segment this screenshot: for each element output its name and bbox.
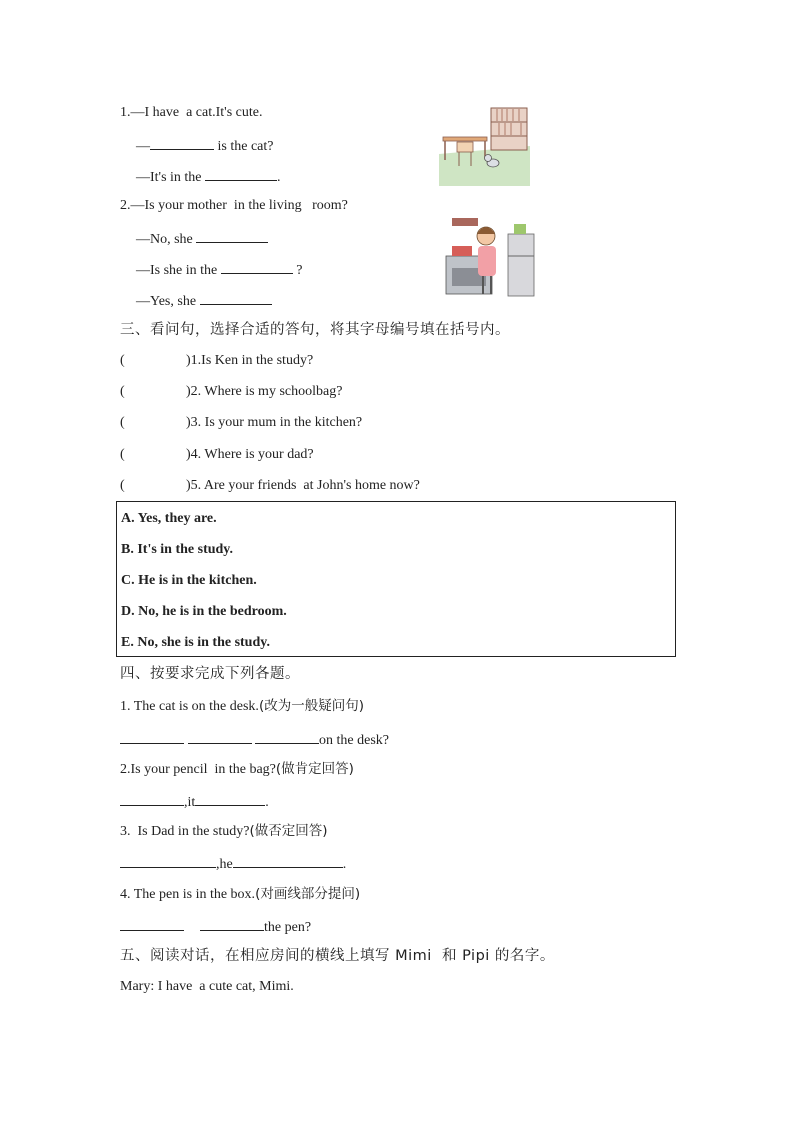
q2-line3 [136, 259, 302, 277]
close-paren: ) [186, 447, 191, 462]
q1-line3-text: —It's in the [136, 170, 206, 185]
option-b: B. It's in the study. [121, 542, 234, 557]
option-a: A. Yes, they are. [121, 511, 217, 526]
answer-mid: ,it [184, 795, 196, 810]
blank-input[interactable] [120, 853, 216, 868]
part3-question-4 [120, 446, 314, 464]
prompt-text: 2.Is your pencil in the bag? [120, 762, 276, 777]
q2-line1: 2.—Is your mother in the living room? [120, 198, 348, 213]
part5-heading: 五、阅读对话，在相应房间的横线上填写 Mimi 和 Pipi 的名字。 [120, 948, 555, 964]
answer-suffix: the pen? [264, 920, 312, 935]
prompt-text: 3. Is Dad in the study? [120, 824, 250, 839]
period: . [265, 795, 269, 810]
study-room-picture [439, 106, 530, 186]
part3-question-3 [120, 414, 362, 432]
answer-bracket[interactable] [120, 446, 186, 464]
q1-line2 [136, 135, 273, 153]
answer-bracket[interactable] [120, 383, 186, 401]
answer-suffix: on the desk? [319, 733, 389, 748]
blank-input[interactable] [120, 791, 184, 806]
blank-input[interactable] [200, 916, 264, 931]
open-paren: ( [120, 384, 125, 399]
prompt-text: 4. The pen is in the box. [120, 887, 256, 902]
q2-line3-text: —Is she in the [136, 263, 221, 278]
q1-line3 [136, 166, 281, 184]
close-paren: ) [186, 415, 191, 430]
q2-line4 [136, 290, 272, 308]
part4-q4-prompt [120, 885, 360, 903]
close-paren: ) [186, 353, 191, 368]
part3-question-1 [120, 352, 313, 370]
open-paren: ( [120, 353, 125, 368]
open-paren: ( [120, 415, 125, 430]
instruction-note: (做否定回答) [249, 823, 328, 839]
blank-input[interactable] [120, 916, 184, 931]
question-mark: ? [292, 263, 303, 278]
answer-bracket[interactable] [120, 352, 186, 370]
question-text: 1.Is Ken in the study? [190, 353, 314, 368]
blank-input[interactable] [221, 259, 293, 274]
blank-input[interactable] [255, 729, 319, 744]
option-c: C. He is in the kitchen. [121, 573, 257, 588]
prompt-text: 1. The cat is on the desk. [120, 699, 259, 714]
study-room-illustration [439, 106, 530, 186]
period: . [342, 857, 347, 872]
period: . [277, 170, 281, 185]
blank-input[interactable] [120, 729, 184, 744]
part3-question-5 [120, 477, 420, 495]
kitchen-illustration [444, 210, 538, 302]
question-text: 4. Where is your dad? [190, 447, 314, 462]
option-e: E. No, she is in the study. [121, 635, 270, 650]
part4-q3-answer [120, 853, 346, 871]
blank-input[interactable] [150, 135, 214, 150]
close-paren: ) [186, 384, 191, 399]
question-text: 3. Is your mum in the kitchen? [190, 415, 363, 430]
blank-input[interactable] [188, 729, 252, 744]
open-paren: ( [120, 447, 125, 462]
question-text: 2. Where is my schoolbag? [190, 384, 343, 399]
q2-line2 [136, 228, 268, 246]
part4-heading: 四、按要求完成下列各题。 [120, 666, 300, 682]
question-text: 5. Are your friends at John's home now? [190, 478, 420, 493]
answer-bracket[interactable] [120, 477, 186, 495]
part4-q1-answer [120, 729, 389, 747]
blank-input[interactable] [233, 853, 343, 868]
open-paren: ( [120, 478, 125, 493]
blank-input[interactable] [195, 791, 265, 806]
q2-line4-text: —Yes, she [136, 294, 200, 309]
part4-q3-prompt [120, 822, 328, 840]
blank-input[interactable] [200, 290, 272, 305]
part4-q2-prompt [120, 760, 354, 778]
dialogue-line-1: Mary: I have a cute cat, Mimi. [120, 979, 294, 994]
blank-input[interactable] [205, 166, 277, 181]
part4-q4-answer [120, 916, 311, 934]
answer-mid: ,he [216, 857, 233, 872]
q2-line2-text: —No, she [136, 232, 197, 247]
part4-q1-prompt [120, 697, 364, 715]
answer-options-box [116, 501, 676, 657]
q1-line2-text: is the cat? [214, 139, 274, 154]
instruction-note: (做肯定回答) [275, 761, 354, 777]
instruction-note: (对画线部分提问) [255, 886, 361, 902]
part4-q2-answer [120, 791, 269, 809]
dash: — [136, 139, 150, 154]
part3-question-2 [120, 383, 342, 401]
part3-heading: 三、看问句，选择合适的答句，将其字母编号填在括号内。 [120, 322, 510, 338]
q1-line1: 1.—I have a cat.It's cute. [120, 105, 263, 120]
kitchen-picture [444, 210, 538, 302]
instruction-note: (改为一般疑问句) [258, 698, 364, 714]
close-paren: ) [186, 478, 191, 493]
option-d: D. No, he is in the bedroom. [121, 604, 287, 619]
blank-input[interactable] [196, 228, 268, 243]
answer-bracket[interactable] [120, 414, 186, 432]
